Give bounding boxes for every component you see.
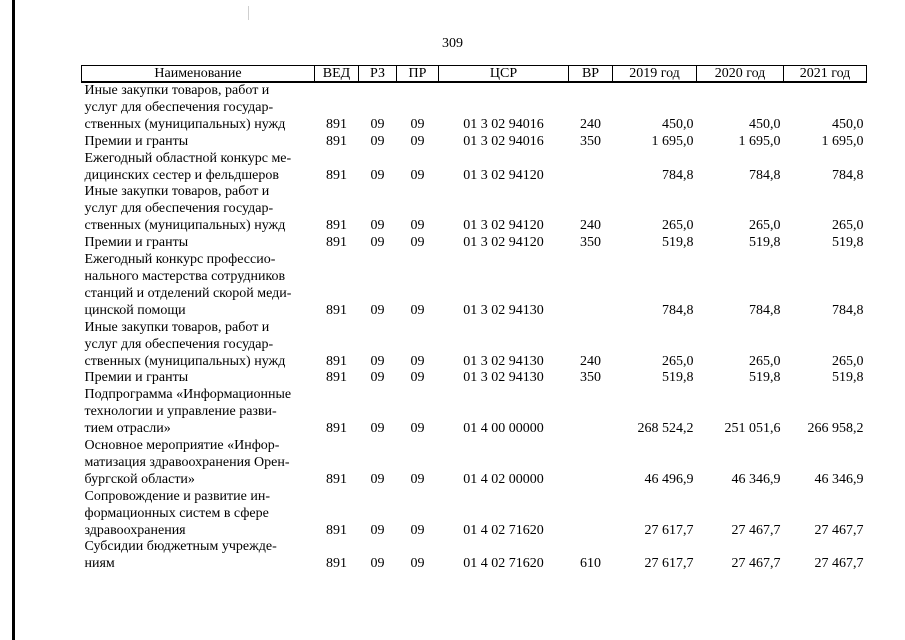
table-row (82, 320, 867, 371)
row-ved: 891 (326, 167, 347, 183)
row-name-line: технологии и управление разви- (84, 404, 277, 420)
table-row (82, 489, 867, 540)
row-name (82, 151, 315, 185)
row-name-line: услуг для обеспечения государ- (84, 99, 274, 115)
row-pr: 09 (410, 353, 425, 369)
header-name: Наименование (82, 66, 315, 83)
row-value-2020: 46 346,9 (731, 471, 781, 487)
row-csr: 01 3 02 94120 (463, 235, 544, 251)
row-name-line: Основное мероприятие «Инфор- (84, 438, 280, 454)
row-value-2019: 1 695,0 (651, 133, 694, 149)
header-2020: 2020 год (697, 66, 784, 83)
row-pr: 09 (410, 235, 425, 251)
row-name-line: станций и отделений скорой меди- (84, 285, 292, 301)
row-value-2019: 519,8 (662, 235, 694, 251)
row-name-line: Иные закупки товаров, работ и (84, 83, 270, 98)
row-name-line: ственных (муниципальных) нужд (84, 116, 286, 132)
row-ved: 891 (326, 471, 347, 487)
row-csr: 01 4 02 71620 (463, 556, 544, 572)
row-name-line: Премии и гранты (84, 235, 189, 251)
row-value-2019: 450,0 (662, 116, 694, 132)
table-row (82, 387, 867, 438)
row-vr: 350 (580, 235, 601, 251)
row-name-line: здравоохранения (84, 522, 186, 538)
row-value-2020: 450,0 (749, 116, 781, 132)
row-csr: 01 4 02 71620 (463, 522, 544, 538)
row-pr: 09 (410, 421, 425, 437)
row-rz: 09 (370, 471, 385, 487)
row-ved: 891 (326, 116, 347, 132)
page-edge-bar (12, 0, 15, 640)
row-value-2021: 265,0 (832, 353, 864, 369)
row-name-line: Иные закупки товаров, работ и (84, 184, 270, 200)
row-value-2020: 27 467,7 (731, 522, 781, 538)
row-value-2021: 46 346,9 (814, 471, 864, 487)
row-name (82, 184, 315, 235)
row-vr (569, 387, 613, 438)
row-rz: 09 (370, 522, 385, 538)
row-value-2020: 27 467,7 (731, 556, 781, 572)
row-csr: 01 3 02 94120 (463, 218, 544, 234)
row-value-2021: 266 958,2 (807, 421, 864, 437)
row-rz: 09 (370, 556, 385, 572)
header-vr: ВР (569, 66, 613, 83)
row-name (82, 82, 315, 134)
row-name-line: ственных (муниципальных) нужд (84, 218, 286, 234)
row-ved: 891 (326, 353, 347, 369)
row-name-line: Ежегодный областной конкурс ме- (84, 150, 292, 166)
row-vr: 350 (580, 370, 601, 386)
row-value-2020: 1 695,0 (738, 133, 781, 149)
header-pr: ПР (397, 66, 439, 83)
row-ved: 891 (326, 235, 347, 251)
row-vr (569, 151, 613, 185)
row-csr: 01 3 02 94120 (463, 167, 544, 183)
row-csr: 01 3 02 94016 (463, 133, 544, 149)
row-value-2021: 519,8 (832, 235, 864, 251)
row-pr: 09 (410, 471, 425, 487)
row-pr: 09 (410, 167, 425, 183)
table-body (82, 82, 867, 573)
row-rz: 09 (370, 218, 385, 234)
row-name-line: Субсидии бюджетным учрежде- (84, 539, 277, 555)
budget-table (81, 65, 867, 573)
row-rz: 09 (370, 116, 385, 132)
row-value-2019: 519,8 (662, 370, 694, 386)
row-value-2020: 265,0 (749, 353, 781, 369)
row-name (82, 387, 315, 438)
row-csr: 01 3 02 94130 (463, 302, 544, 318)
row-rz: 09 (370, 167, 385, 183)
row-name-line: тием отрасли» (84, 421, 171, 437)
table-row (82, 539, 867, 573)
row-value-2021: 27 467,7 (814, 522, 864, 538)
row-name (82, 438, 315, 489)
row-name-line: Ежегодный конкурс профессио- (84, 252, 276, 268)
row-value-2021: 1 695,0 (821, 133, 864, 149)
row-value-2020: 784,8 (749, 302, 781, 318)
row-pr: 09 (410, 370, 425, 386)
row-ved: 891 (326, 522, 347, 538)
row-name (82, 489, 315, 540)
header-2019: 2019 год (613, 66, 697, 83)
row-csr: 01 4 02 00000 (463, 471, 544, 487)
row-value-2019: 265,0 (662, 353, 694, 369)
row-csr: 01 4 00 00000 (463, 421, 544, 437)
row-name (82, 539, 315, 573)
row-value-2020: 265,0 (749, 218, 781, 234)
row-ved: 891 (326, 421, 347, 437)
table-row (82, 252, 867, 320)
row-csr: 01 3 02 94016 (463, 116, 544, 132)
scan-mark (248, 6, 249, 20)
table-row (82, 82, 867, 134)
row-pr: 09 (410, 556, 425, 572)
row-pr: 09 (410, 522, 425, 538)
row-rz: 09 (370, 353, 385, 369)
row-vr (569, 252, 613, 320)
header-csr: ЦСР (439, 66, 569, 83)
row-name-line: Подпрограмма «Информационные (84, 387, 292, 403)
row-vr: 240 (580, 353, 601, 369)
row-pr: 09 (410, 133, 425, 149)
row-name (82, 235, 315, 252)
header-row (82, 66, 867, 83)
row-pr: 09 (410, 218, 425, 234)
row-pr: 09 (410, 116, 425, 132)
row-name-line: нального мастерства сотрудников (84, 268, 286, 284)
row-value-2021: 265,0 (832, 218, 864, 234)
row-value-2019: 27 617,7 (644, 522, 694, 538)
table-row (82, 235, 867, 252)
table-row (82, 438, 867, 489)
row-name-line: дицинских сестер и фельдшеров (84, 167, 279, 183)
row-value-2020: 784,8 (749, 167, 781, 183)
row-value-2019: 46 496,9 (644, 471, 694, 487)
row-name-line: услуг для обеспечения государ- (84, 201, 274, 217)
row-vr (569, 438, 613, 489)
row-ved: 891 (326, 370, 347, 386)
row-vr (569, 489, 613, 540)
row-name-line: услуг для обеспечения государ- (84, 336, 274, 352)
row-vr: 350 (580, 133, 601, 149)
row-value-2021: 519,8 (832, 370, 864, 386)
table-row (82, 151, 867, 185)
row-value-2019: 265,0 (662, 218, 694, 234)
row-vr: 240 (580, 218, 601, 234)
row-name-line: Сопровождение и развитие ин- (84, 488, 271, 504)
table-row (82, 184, 867, 235)
row-name (82, 320, 315, 371)
row-name-line: Премии и гранты (84, 133, 189, 149)
row-value-2021: 450,0 (832, 116, 864, 132)
header-ved: ВЕД (315, 66, 359, 83)
row-value-2021: 27 467,7 (814, 556, 864, 572)
row-name (82, 252, 315, 320)
row-rz: 09 (370, 421, 385, 437)
row-name (82, 134, 315, 151)
row-rz: 09 (370, 235, 385, 251)
row-name-line: ниям (84, 556, 115, 572)
row-csr: 01 3 02 94130 (463, 370, 544, 386)
row-vr: 240 (580, 116, 601, 132)
row-value-2020: 251 051,6 (724, 421, 781, 437)
row-value-2021: 784,8 (832, 302, 864, 318)
row-pr: 09 (410, 302, 425, 318)
header-rz: РЗ (359, 66, 397, 83)
row-name (82, 370, 315, 387)
row-ved: 891 (326, 556, 347, 572)
row-value-2019: 27 617,7 (644, 556, 694, 572)
row-rz: 09 (370, 302, 385, 318)
row-name-line: бургской области» (84, 471, 195, 487)
row-value-2020: 519,8 (749, 235, 781, 251)
row-value-2019: 784,8 (662, 167, 694, 183)
table-row (82, 370, 867, 387)
row-name-line: цинской помощи (84, 302, 186, 318)
row-vr: 610 (580, 556, 601, 572)
row-rz: 09 (370, 370, 385, 386)
row-ved: 891 (326, 218, 347, 234)
page-number: 309 (442, 36, 463, 51)
row-rz: 09 (370, 133, 385, 149)
header-2021: 2021 год (784, 66, 867, 83)
row-value-2020: 519,8 (749, 370, 781, 386)
row-ved: 891 (326, 133, 347, 149)
row-value-2019: 784,8 (662, 302, 694, 318)
row-name-line: Иные закупки товаров, работ и (84, 319, 270, 335)
row-name-line: формационных систем в сфере (84, 505, 269, 521)
row-value-2021: 784,8 (832, 167, 864, 183)
row-name-line: матизация здравоохранения Орен- (84, 454, 290, 470)
row-csr: 01 3 02 94130 (463, 353, 544, 369)
row-name-line: Премии и гранты (84, 370, 189, 386)
table-row (82, 134, 867, 151)
row-name-line: ственных (муниципальных) нужд (84, 353, 286, 369)
row-value-2019: 268 524,2 (637, 421, 694, 437)
row-ved: 891 (326, 302, 347, 318)
